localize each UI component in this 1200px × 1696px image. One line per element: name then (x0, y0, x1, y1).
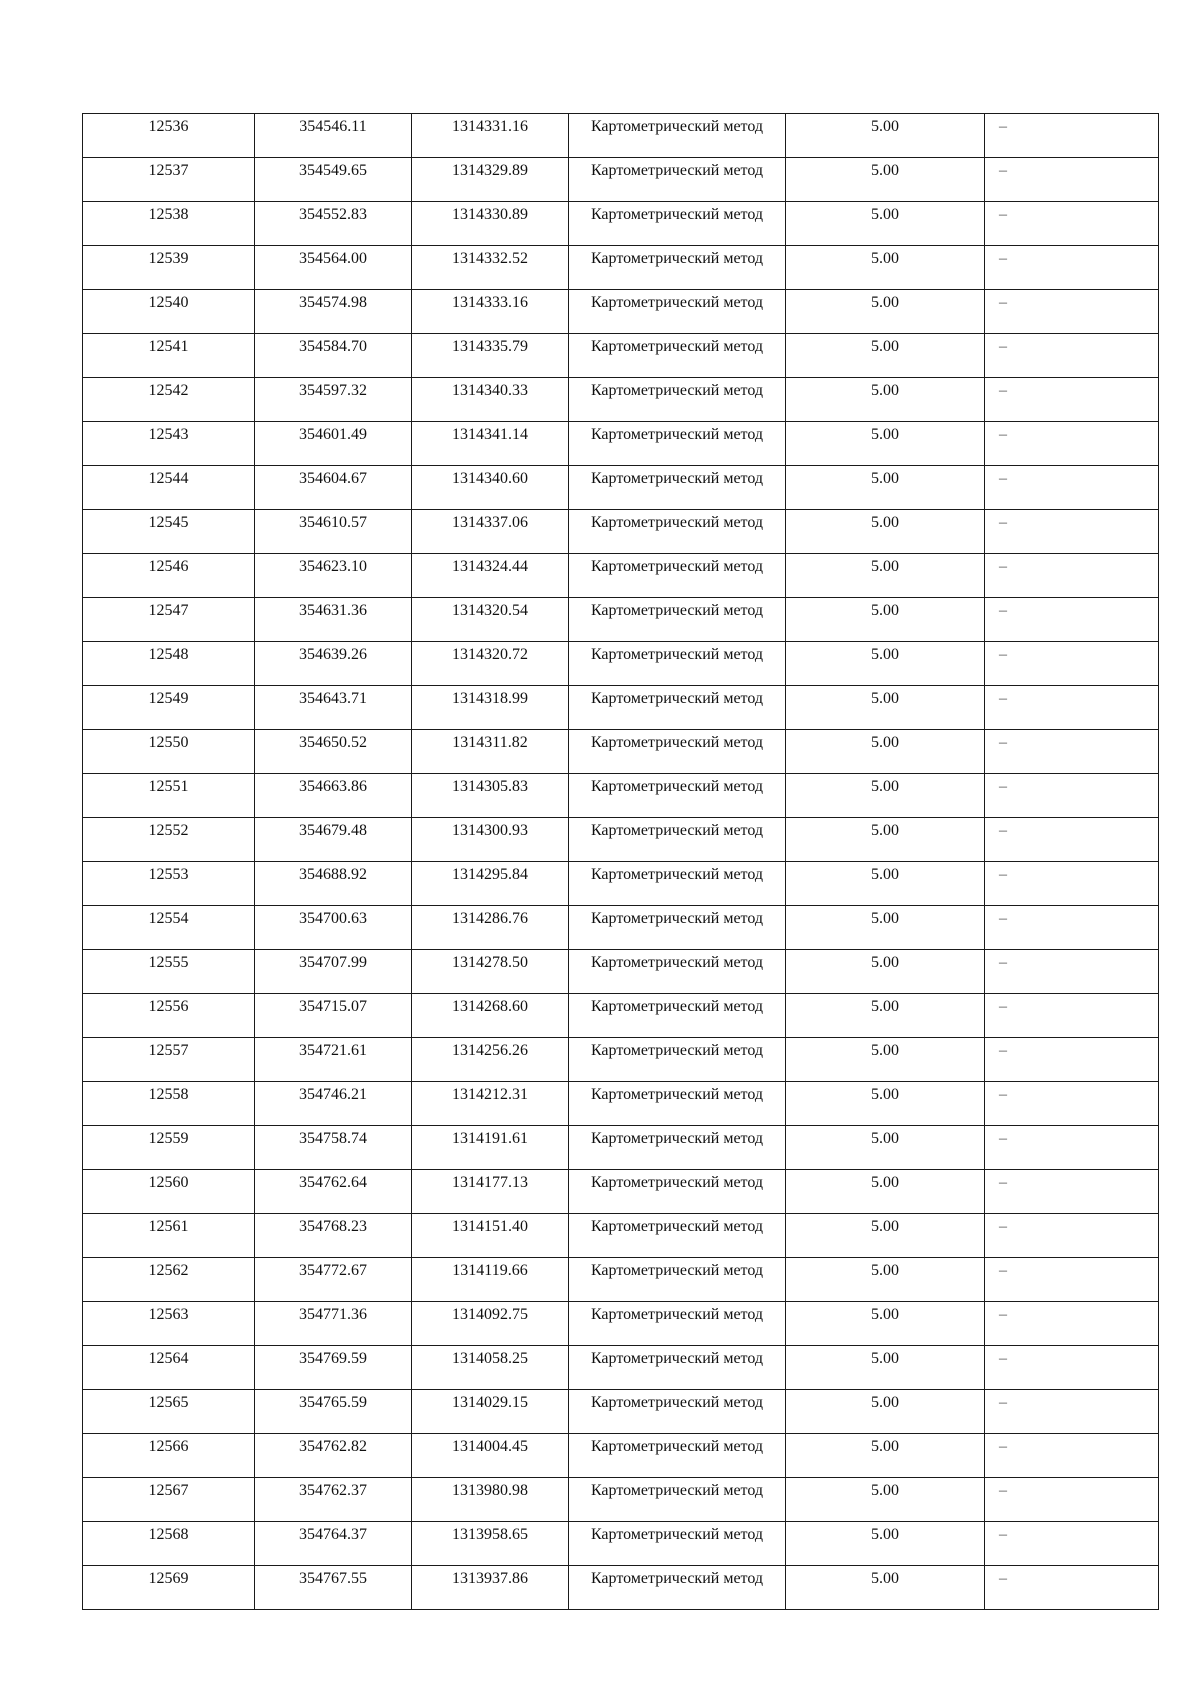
method-cell: Картометрический метод (569, 1434, 786, 1478)
method-cell: Картометрический метод (569, 642, 786, 686)
coordinate-x-cell: 354769.59 (255, 1346, 412, 1390)
coordinate-y-cell: 1313937.86 (412, 1566, 569, 1610)
coordinate-y-cell: 1314119.66 (412, 1258, 569, 1302)
point-number-cell: 12545 (83, 510, 255, 554)
method-cell: Картометрический метод (569, 378, 786, 422)
accuracy-cell: 5.00 (786, 994, 985, 1038)
coordinate-x-cell: 354771.36 (255, 1302, 412, 1346)
table-row (83, 642, 1159, 686)
method-cell: Картометрический метод (569, 334, 786, 378)
coordinate-x-cell: 354746.21 (255, 1082, 412, 1126)
coordinate-y-cell: 1314151.40 (412, 1214, 569, 1258)
description-cell: – (985, 994, 1159, 1038)
point-number-cell: 12547 (83, 598, 255, 642)
point-number-cell: 12551 (83, 774, 255, 818)
coordinate-x-cell: 354604.67 (255, 466, 412, 510)
accuracy-cell: 5.00 (786, 1258, 985, 1302)
point-number-cell: 12553 (83, 862, 255, 906)
coordinate-x-cell: 354610.57 (255, 510, 412, 554)
point-number-cell: 12557 (83, 1038, 255, 1082)
table-row (83, 1522, 1159, 1566)
accuracy-cell: 5.00 (786, 642, 985, 686)
table-row (83, 1346, 1159, 1390)
method-cell: Картометрический метод (569, 994, 786, 1038)
point-number-cell: 12561 (83, 1214, 255, 1258)
point-number-cell: 12566 (83, 1434, 255, 1478)
method-cell: Картометрический метод (569, 730, 786, 774)
description-cell: – (985, 1390, 1159, 1434)
table-row (83, 422, 1159, 466)
coordinate-y-cell: 1314324.44 (412, 554, 569, 598)
method-cell: Картометрический метод (569, 510, 786, 554)
accuracy-cell: 5.00 (786, 114, 985, 158)
table-row (83, 202, 1159, 246)
coordinate-y-cell: 1314333.16 (412, 290, 569, 334)
table-row (83, 1038, 1159, 1082)
coordinates-table (82, 113, 1159, 1610)
coordinate-y-cell: 1314320.72 (412, 642, 569, 686)
coordinate-y-cell: 1314300.93 (412, 818, 569, 862)
coordinate-y-cell: 1314340.33 (412, 378, 569, 422)
coordinate-y-cell: 1314278.50 (412, 950, 569, 994)
method-cell: Картометрический метод (569, 422, 786, 466)
accuracy-cell: 5.00 (786, 1478, 985, 1522)
coordinate-x-cell: 354639.26 (255, 642, 412, 686)
coordinate-x-cell: 354700.63 (255, 906, 412, 950)
coordinate-x-cell: 354721.61 (255, 1038, 412, 1082)
coordinate-x-cell: 354623.10 (255, 554, 412, 598)
description-cell: – (985, 950, 1159, 994)
accuracy-cell: 5.00 (786, 818, 985, 862)
point-number-cell: 12540 (83, 290, 255, 334)
point-number-cell: 12538 (83, 202, 255, 246)
method-cell: Картометрический метод (569, 1214, 786, 1258)
description-cell: – (985, 774, 1159, 818)
method-cell: Картометрический метод (569, 1126, 786, 1170)
coordinate-x-cell: 354688.92 (255, 862, 412, 906)
coordinate-y-cell: 1314331.16 (412, 114, 569, 158)
accuracy-cell: 5.00 (786, 158, 985, 202)
coordinate-x-cell: 354767.55 (255, 1566, 412, 1610)
method-cell: Картометрический метод (569, 1478, 786, 1522)
description-cell: – (985, 510, 1159, 554)
accuracy-cell: 5.00 (786, 1170, 985, 1214)
method-cell: Картометрический метод (569, 158, 786, 202)
coordinate-x-cell: 354552.83 (255, 202, 412, 246)
table-row (83, 554, 1159, 598)
point-number-cell: 12550 (83, 730, 255, 774)
description-cell: – (985, 1346, 1159, 1390)
point-number-cell: 12565 (83, 1390, 255, 1434)
method-cell: Картометрический метод (569, 774, 786, 818)
description-cell: – (985, 1522, 1159, 1566)
accuracy-cell: 5.00 (786, 1522, 985, 1566)
description-cell: – (985, 862, 1159, 906)
description-cell: – (985, 466, 1159, 510)
accuracy-cell: 5.00 (786, 1038, 985, 1082)
coordinate-x-cell: 354758.74 (255, 1126, 412, 1170)
accuracy-cell: 5.00 (786, 202, 985, 246)
coordinate-x-cell: 354762.82 (255, 1434, 412, 1478)
coordinate-y-cell: 1314268.60 (412, 994, 569, 1038)
accuracy-cell: 5.00 (786, 950, 985, 994)
description-cell: – (985, 246, 1159, 290)
accuracy-cell: 5.00 (786, 554, 985, 598)
coordinate-y-cell: 1314212.31 (412, 1082, 569, 1126)
method-cell: Картометрический метод (569, 598, 786, 642)
method-cell: Картометрический метод (569, 1170, 786, 1214)
accuracy-cell: 5.00 (786, 862, 985, 906)
table-row (83, 1434, 1159, 1478)
point-number-cell: 12560 (83, 1170, 255, 1214)
description-cell: – (985, 378, 1159, 422)
coordinate-y-cell: 1314341.14 (412, 422, 569, 466)
description-cell: – (985, 642, 1159, 686)
method-cell: Картометрический метод (569, 114, 786, 158)
description-cell: – (985, 1126, 1159, 1170)
description-cell: – (985, 334, 1159, 378)
coordinate-y-cell: 1314340.60 (412, 466, 569, 510)
table-row (83, 334, 1159, 378)
point-number-cell: 12541 (83, 334, 255, 378)
coordinate-y-cell: 1314330.89 (412, 202, 569, 246)
method-cell: Картометрический метод (569, 290, 786, 334)
accuracy-cell: 5.00 (786, 422, 985, 466)
description-cell: – (985, 686, 1159, 730)
table-row (83, 246, 1159, 290)
method-cell: Картометрический метод (569, 818, 786, 862)
table-row (83, 730, 1159, 774)
table-row (83, 290, 1159, 334)
accuracy-cell: 5.00 (786, 1126, 985, 1170)
coordinate-y-cell: 1314004.45 (412, 1434, 569, 1478)
coordinate-y-cell: 1314286.76 (412, 906, 569, 950)
table-row (83, 1258, 1159, 1302)
description-cell: – (985, 1038, 1159, 1082)
coordinate-y-cell: 1314311.82 (412, 730, 569, 774)
point-number-cell: 12568 (83, 1522, 255, 1566)
method-cell: Картометрический метод (569, 1082, 786, 1126)
description-cell: – (985, 1214, 1159, 1258)
point-number-cell: 12556 (83, 994, 255, 1038)
coordinate-x-cell: 354764.37 (255, 1522, 412, 1566)
method-cell: Картометрический метод (569, 202, 786, 246)
coordinate-y-cell: 1314058.25 (412, 1346, 569, 1390)
description-cell: – (985, 1170, 1159, 1214)
accuracy-cell: 5.00 (786, 1566, 985, 1610)
coordinate-x-cell: 354762.37 (255, 1478, 412, 1522)
point-number-cell: 12537 (83, 158, 255, 202)
point-number-cell: 12552 (83, 818, 255, 862)
point-number-cell: 12549 (83, 686, 255, 730)
method-cell: Картометрический метод (569, 1302, 786, 1346)
coordinate-y-cell: 1314177.13 (412, 1170, 569, 1214)
method-cell: Картометрический метод (569, 1258, 786, 1302)
coordinate-x-cell: 354707.99 (255, 950, 412, 994)
table-row (83, 994, 1159, 1038)
point-number-cell: 12544 (83, 466, 255, 510)
accuracy-cell: 5.00 (786, 598, 985, 642)
coordinate-x-cell: 354631.36 (255, 598, 412, 642)
method-cell: Картометрический метод (569, 1566, 786, 1610)
accuracy-cell: 5.00 (786, 290, 985, 334)
accuracy-cell: 5.00 (786, 774, 985, 818)
accuracy-cell: 5.00 (786, 906, 985, 950)
coordinate-y-cell: 1313980.98 (412, 1478, 569, 1522)
point-number-cell: 12569 (83, 1566, 255, 1610)
method-cell: Картометрический метод (569, 1038, 786, 1082)
coordinate-x-cell: 354650.52 (255, 730, 412, 774)
coordinate-x-cell: 354546.11 (255, 114, 412, 158)
method-cell: Картометрический метод (569, 1346, 786, 1390)
table-row (83, 686, 1159, 730)
coordinate-y-cell: 1314335.79 (412, 334, 569, 378)
point-number-cell: 12546 (83, 554, 255, 598)
description-cell: – (985, 422, 1159, 466)
description-cell: – (985, 114, 1159, 158)
accuracy-cell: 5.00 (786, 466, 985, 510)
point-number-cell: 12542 (83, 378, 255, 422)
description-cell: – (985, 598, 1159, 642)
accuracy-cell: 5.00 (786, 510, 985, 554)
table-row (83, 1214, 1159, 1258)
description-cell: – (985, 1566, 1159, 1610)
description-cell: – (985, 1258, 1159, 1302)
coordinate-y-cell: 1314092.75 (412, 1302, 569, 1346)
table-row (83, 598, 1159, 642)
point-number-cell: 12543 (83, 422, 255, 466)
coordinate-x-cell: 354663.86 (255, 774, 412, 818)
table-body (83, 114, 1159, 1610)
accuracy-cell: 5.00 (786, 1390, 985, 1434)
method-cell: Картометрический метод (569, 246, 786, 290)
table-row (83, 818, 1159, 862)
accuracy-cell: 5.00 (786, 1302, 985, 1346)
coordinate-y-cell: 1313958.65 (412, 1522, 569, 1566)
point-number-cell: 12548 (83, 642, 255, 686)
description-cell: – (985, 1302, 1159, 1346)
description-cell: – (985, 202, 1159, 246)
coordinate-y-cell: 1314295.84 (412, 862, 569, 906)
description-cell: – (985, 818, 1159, 862)
description-cell: – (985, 158, 1159, 202)
point-number-cell: 12564 (83, 1346, 255, 1390)
table-row (83, 950, 1159, 994)
coordinate-y-cell: 1314318.99 (412, 686, 569, 730)
point-number-cell: 12555 (83, 950, 255, 994)
coordinate-x-cell: 354549.65 (255, 158, 412, 202)
coordinate-x-cell: 354574.98 (255, 290, 412, 334)
description-cell: – (985, 1082, 1159, 1126)
table-row (83, 466, 1159, 510)
point-number-cell: 12567 (83, 1478, 255, 1522)
coordinate-y-cell: 1314329.89 (412, 158, 569, 202)
coordinate-x-cell: 354772.67 (255, 1258, 412, 1302)
coordinate-x-cell: 354643.71 (255, 686, 412, 730)
method-cell: Картометрический метод (569, 906, 786, 950)
accuracy-cell: 5.00 (786, 686, 985, 730)
point-number-cell: 12554 (83, 906, 255, 950)
table-row (83, 114, 1159, 158)
coordinate-y-cell: 1314305.83 (412, 774, 569, 818)
coordinate-x-cell: 354679.48 (255, 818, 412, 862)
table-row (83, 158, 1159, 202)
point-number-cell: 12563 (83, 1302, 255, 1346)
coordinate-x-cell: 354584.70 (255, 334, 412, 378)
accuracy-cell: 5.00 (786, 730, 985, 774)
table-row (83, 1390, 1159, 1434)
description-cell: – (985, 906, 1159, 950)
point-number-cell: 12539 (83, 246, 255, 290)
description-cell: – (985, 554, 1159, 598)
point-number-cell: 12536 (83, 114, 255, 158)
coordinate-y-cell: 1314337.06 (412, 510, 569, 554)
accuracy-cell: 5.00 (786, 378, 985, 422)
method-cell: Картометрический метод (569, 862, 786, 906)
point-number-cell: 12558 (83, 1082, 255, 1126)
accuracy-cell: 5.00 (786, 334, 985, 378)
coordinate-y-cell: 1314191.61 (412, 1126, 569, 1170)
method-cell: Картометрический метод (569, 466, 786, 510)
coordinate-y-cell: 1314320.54 (412, 598, 569, 642)
coordinate-x-cell: 354564.00 (255, 246, 412, 290)
coordinate-y-cell: 1314029.15 (412, 1390, 569, 1434)
table-row (83, 774, 1159, 818)
table-row (83, 862, 1159, 906)
table-row (83, 378, 1159, 422)
table-row (83, 510, 1159, 554)
method-cell: Картометрический метод (569, 950, 786, 994)
description-cell: – (985, 1478, 1159, 1522)
description-cell: – (985, 1434, 1159, 1478)
description-cell: – (985, 290, 1159, 334)
method-cell: Картометрический метод (569, 686, 786, 730)
point-number-cell: 12559 (83, 1126, 255, 1170)
method-cell: Картометрический метод (569, 554, 786, 598)
coordinate-x-cell: 354765.59 (255, 1390, 412, 1434)
coordinate-x-cell: 354601.49 (255, 422, 412, 466)
table-row (83, 906, 1159, 950)
method-cell: Картометрический метод (569, 1390, 786, 1434)
description-cell: – (985, 730, 1159, 774)
point-number-cell: 12562 (83, 1258, 255, 1302)
accuracy-cell: 5.00 (786, 1082, 985, 1126)
method-cell: Картометрический метод (569, 1522, 786, 1566)
coordinate-x-cell: 354715.07 (255, 994, 412, 1038)
coordinate-y-cell: 1314332.52 (412, 246, 569, 290)
coordinate-x-cell: 354597.32 (255, 378, 412, 422)
accuracy-cell: 5.00 (786, 1214, 985, 1258)
accuracy-cell: 5.00 (786, 1434, 985, 1478)
accuracy-cell: 5.00 (786, 246, 985, 290)
table-row (83, 1170, 1159, 1214)
table-row (83, 1478, 1159, 1522)
table-row (83, 1302, 1159, 1346)
table-row (83, 1126, 1159, 1170)
table-row (83, 1082, 1159, 1126)
coordinate-y-cell: 1314256.26 (412, 1038, 569, 1082)
coordinate-x-cell: 354768.23 (255, 1214, 412, 1258)
accuracy-cell: 5.00 (786, 1346, 985, 1390)
table-row (83, 1566, 1159, 1610)
coordinate-x-cell: 354762.64 (255, 1170, 412, 1214)
